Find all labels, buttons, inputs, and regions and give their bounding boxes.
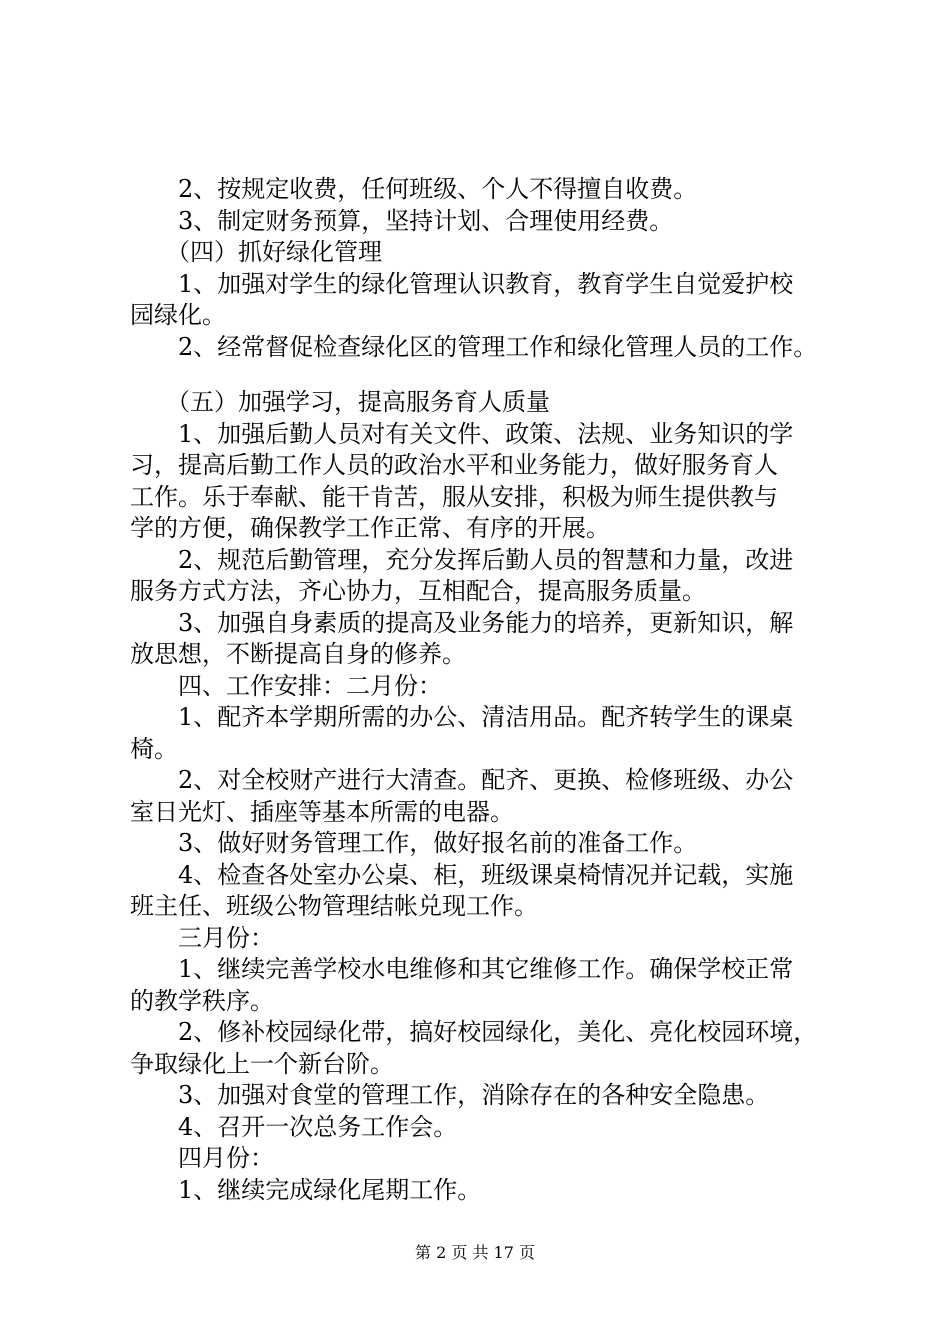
text-line: 椅。 xyxy=(130,734,178,763)
text-line: 2、修补校园绿化带，搞好校园绿化，美化、亮化校园环境， xyxy=(130,1018,818,1046)
text-line: 放思想，不断提高自身的修养。 xyxy=(130,640,466,668)
text-line: 1、加强对学生的绿化管理认识教育，教育学生自觉爱护校 xyxy=(130,269,794,298)
text-line: 1、加强后勤人员对有关文件、政策、法规、业务知识的学 xyxy=(130,419,794,448)
text-line: 1、配齐本学期所需的办公、清洁用品。配齐转学生的课桌 xyxy=(130,703,794,731)
text-line: 3、制定财务预算，坚持计划、合理使用经费。 xyxy=(130,206,674,235)
page-number-footer: 第 2 页 共 17 页 xyxy=(415,1243,535,1262)
text-line: 室日光灯、插座等基本所需的电器。 xyxy=(130,797,514,826)
text-line: 2、经常督促检查绿化区的管理工作和绿化管理人员的工作。 xyxy=(130,332,818,361)
month-heading: 三月份： xyxy=(130,923,274,952)
text-line: 服务方式方法，齐心协力，互相配合，提高服务质量。 xyxy=(130,577,706,605)
text-line: 习，提高后勤工作人员的政治水平和业务能力，做好服务育人 xyxy=(130,451,778,479)
month-heading: 四月份： xyxy=(130,1144,274,1172)
text-line: 2、规范后勤管理，充分发挥后勤人员的智慧和力量，改进 xyxy=(130,545,794,574)
text-line: 学的方便，确保教学工作正常、有序的开展。 xyxy=(130,514,610,542)
text-line: 工作。乐于奉献、能干肯苦，服从安排，积极为师生提供教与 xyxy=(130,482,778,511)
text-line: 1、继续完成绿化尾期工作。 xyxy=(130,1175,482,1204)
text-line: 园绿化。 xyxy=(130,301,226,329)
section-heading: （四）抓好绿化管理 xyxy=(130,238,382,266)
text-line: 4、检查各处室办公桌、柜，班级课桌椅情况并记载，实施 xyxy=(130,860,794,889)
text-line: 2、对全校财产进行大清查。配齐、更换、检修班级、办公 xyxy=(130,766,794,794)
text-line: 班主任、班级公物管理结帐兑现工作。 xyxy=(130,892,538,920)
document-body xyxy=(130,174,835,1206)
text-line: 2、按规定收费，任何班级、个人不得擅自收费。 xyxy=(130,175,698,203)
section-heading: （五）加强学习，提高服务育人质量 xyxy=(130,388,550,416)
text-line: 争取绿化上一个新台阶。 xyxy=(130,1049,394,1078)
text-line: 3、加强自身素质的提高及业务能力的培养，更新知识，解 xyxy=(130,608,794,637)
text-line: 1、继续完善学校水电维修和其它维修工作。确保学校正常 xyxy=(130,955,794,983)
paragraph-gap xyxy=(130,363,835,387)
text-line: 的教学秩序。 xyxy=(130,986,274,1015)
text-line: 3、加强对食堂的管理工作，消除存在的各种安全隐患。 xyxy=(130,1081,770,1109)
section-heading: 四、工作安排：二月份： xyxy=(130,671,442,700)
text-line: 3、做好财务管理工作，做好报名前的准备工作。 xyxy=(130,829,698,857)
text-line: 4、召开一次总务工作会。 xyxy=(130,1112,458,1141)
